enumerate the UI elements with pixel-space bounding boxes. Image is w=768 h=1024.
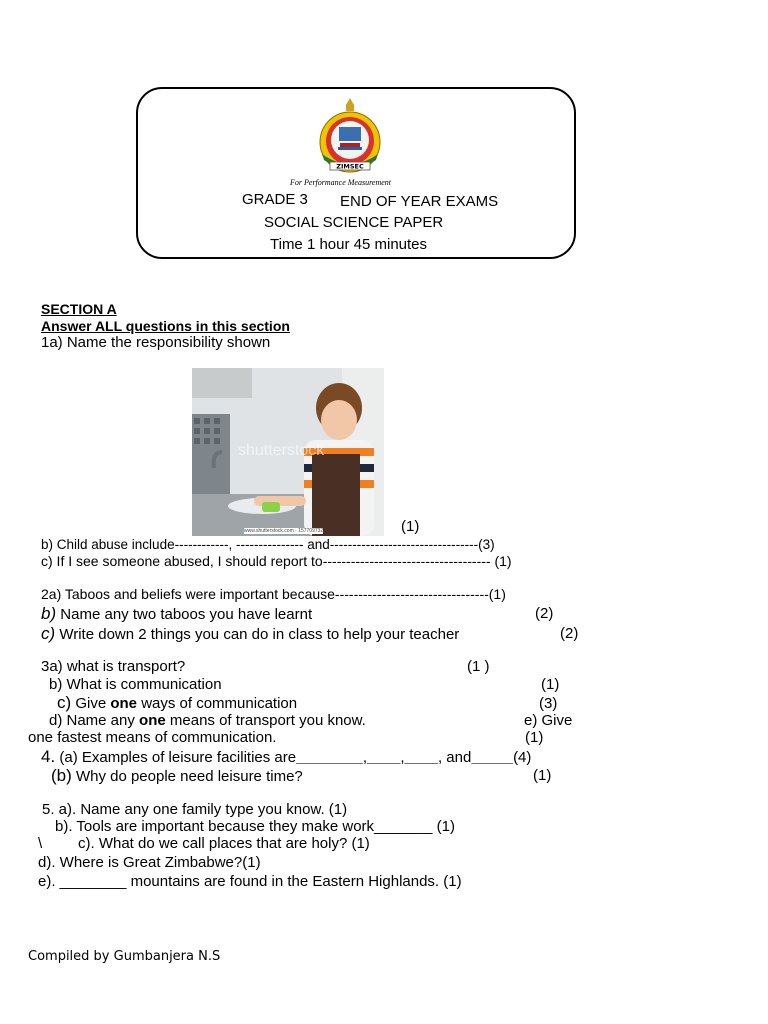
question-5e: e). ________ mountains are found in the Eastern Highlands. (1) xyxy=(38,873,462,890)
svg-text:ZIMSEC: ZIMSEC xyxy=(336,162,364,171)
question-2c-mark: (2) xyxy=(560,625,579,642)
logo-motto: For Performance Measurement xyxy=(290,178,392,187)
section-instruction: Answer ALL questions in this section xyxy=(41,318,290,334)
question-3a-mark: (1 ) xyxy=(467,658,490,675)
question-2a: 2a) Taboos and beliefs were important because---------------------------------(1) xyxy=(41,586,506,602)
question-4a-text: (a) Examples of leisure facilities are xyxy=(55,749,297,766)
question-4a-and: , and xyxy=(437,749,472,766)
question-2c-text: Write down 2 things you can do in class to help your teacher xyxy=(55,626,460,643)
compiled-by: Compiled by Gumbanjera N.S xyxy=(28,949,221,964)
question-4b xyxy=(51,766,303,786)
question-4a-mark: (4) xyxy=(513,749,532,766)
question-4a xyxy=(41,747,531,767)
dishwashing-photo xyxy=(192,368,384,536)
question-2b-mark: (2) xyxy=(535,605,554,622)
question-3c-post: ways of communication xyxy=(137,695,298,712)
question-4a-comma-1: , xyxy=(362,749,368,766)
question-3c-pre: Give xyxy=(71,695,111,712)
question-2b-letter: b) xyxy=(41,604,57,623)
question-5b: b). Tools are important because they make work_______ (1) xyxy=(55,818,455,835)
question-5a: 5. a). Name any one family type you know. (1) xyxy=(42,801,348,818)
question-3a: 3a) what is transport? xyxy=(41,658,186,675)
answer-blank-1[interactable]: ________ xyxy=(296,749,363,766)
question-3d xyxy=(49,712,366,729)
grade-label: GRADE 3 xyxy=(242,191,308,208)
question-2b-text: Name any two taboos you have learnt xyxy=(56,606,313,623)
question-5c-slash: \ xyxy=(38,835,43,852)
exam-duration: Time 1 hour 45 minutes xyxy=(270,236,428,253)
question-3c xyxy=(57,693,297,713)
question-4b-letter: (b) xyxy=(51,766,72,785)
exam-title: END OF YEAR EXAMS xyxy=(340,193,499,210)
question-3c-letter: c) xyxy=(57,693,72,712)
question-4-number: 4. xyxy=(41,747,56,766)
section-title: SECTION A xyxy=(41,301,117,317)
question-2c-letter: c) xyxy=(41,624,56,643)
question-5d: d). Where is Great Zimbabwe?(1) xyxy=(38,854,261,871)
question-5c: c). What do we call places that are holy? (1) xyxy=(78,835,370,852)
question-3c-bold: one xyxy=(110,695,138,712)
question-2b xyxy=(41,604,312,624)
answer-blank-3[interactable]: ____ xyxy=(404,749,438,766)
question-4b-text: Why do people need leisure time? xyxy=(71,768,303,785)
question-3c-mark: (3) xyxy=(539,695,558,712)
question-3b: b) What is communication xyxy=(49,676,222,693)
question-1c: c) If I see someone abused, I should report to------------------------------------ (1) xyxy=(41,553,512,569)
question-3e-rest: one fastest means of communication. xyxy=(28,729,277,746)
photo-caption: www.shutterstock.com · 157709732 xyxy=(244,528,324,534)
question-3d-post: means of transport you know. xyxy=(165,712,366,729)
question-1a: 1a) Name the responsibility shown xyxy=(41,334,271,351)
answer-blank-4[interactable]: _____ xyxy=(471,749,514,766)
question-4b-mark: (1) xyxy=(533,767,552,784)
question-3b-mark: (1) xyxy=(541,676,560,693)
question-3d-pre: d) Name any xyxy=(49,712,140,729)
zimsec-logo xyxy=(310,96,390,182)
question-3d-bold: one xyxy=(139,712,166,729)
paper-title: SOCIAL SCIENCE PAPER xyxy=(264,214,444,231)
question-2c xyxy=(41,624,459,644)
answer-blank-2[interactable]: ____ xyxy=(367,749,401,766)
question-3e-mark: (1) xyxy=(525,729,544,746)
question-1b: b) Child abuse include------------, --------------- and---------------------------------(3) xyxy=(41,537,495,552)
question-1a-mark: (1) xyxy=(401,518,420,535)
question-3e-start: e) Give xyxy=(524,712,573,729)
photo-watermark: shutterstock xyxy=(238,442,325,459)
question-4a-comma-2: , xyxy=(400,749,405,766)
